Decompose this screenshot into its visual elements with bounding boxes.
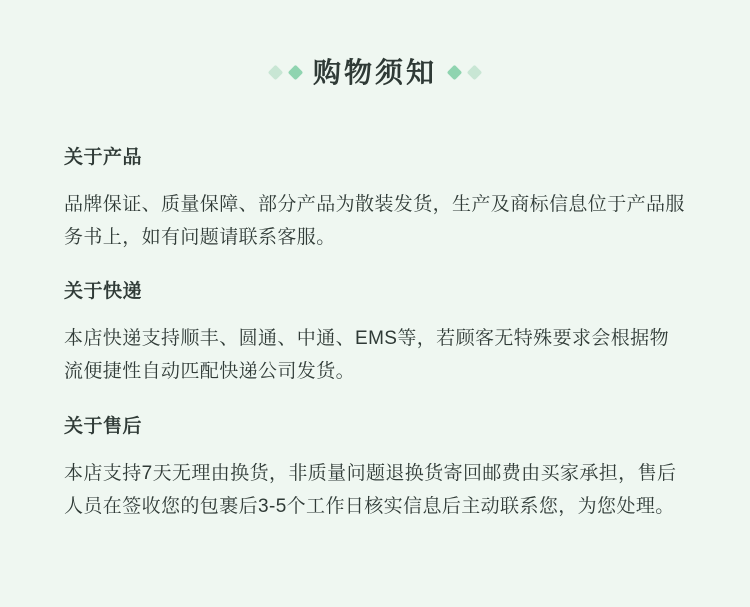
section-title: 关于产品 bbox=[64, 146, 143, 168]
section-body: 本店支持7天无理由换货，非质量问题退换货寄回邮费由买家承担，售后人员在签收您的包裹后3-5个工作日核实信息后主动联系您，为您处理。 bbox=[64, 462, 677, 517]
section-shipping bbox=[64, 276, 686, 389]
right-ornament-group bbox=[449, 67, 480, 78]
diamond-dark-icon bbox=[447, 65, 463, 81]
section-product bbox=[64, 142, 686, 255]
section-title: 关于售后 bbox=[64, 415, 143, 437]
page-title: 购物须知 bbox=[312, 56, 437, 88]
section-after-sales bbox=[64, 411, 686, 524]
page-header bbox=[0, 0, 750, 114]
diamond-light-icon bbox=[467, 65, 483, 81]
section-title: 关于快递 bbox=[64, 281, 143, 302]
diamond-dark-icon bbox=[288, 65, 304, 81]
left-ornament-group bbox=[270, 67, 301, 78]
section-body: 品牌保证、质量保障、部分产品为散装发货，生产及商标信息位于产品服务书上，如有问题请联系客服。 bbox=[64, 193, 685, 248]
section-body: 本店快递支持顺丰、圆通、中通、EMS等，若顾客无特殊要求会根据物流便捷性自动匹配快递公司发货。 bbox=[64, 328, 669, 383]
diamond-light-icon bbox=[268, 65, 284, 81]
notice-content bbox=[0, 114, 750, 524]
